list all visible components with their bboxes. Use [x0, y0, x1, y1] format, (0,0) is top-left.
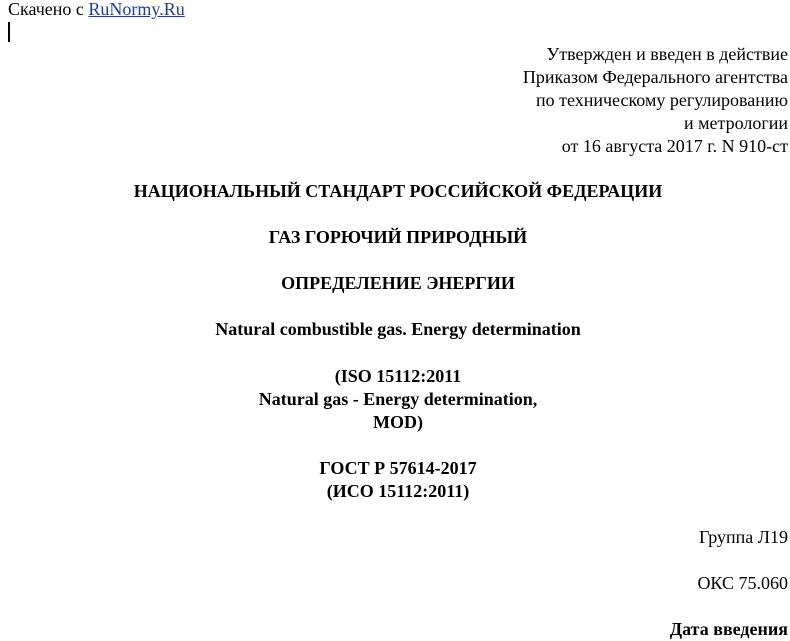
approval-line-3: по техническому регулированию [535, 90, 788, 110]
approval-line-1: Утвержден и введен в действие [546, 44, 788, 64]
iso-reference-line-3: MOD) [373, 412, 423, 432]
oks-code: ОКС 75.060 [697, 573, 788, 593]
english-title: Natural combustible gas. Energy determination [215, 319, 581, 339]
gost-number: ГОСТ Р 57614-2017 [319, 458, 477, 478]
national-standard-title: НАЦИОНАЛЬНЫЙ СТАНДАРТ РОССИЙСКОЙ ФЕДЕРАЦИИ [133, 181, 663, 201]
energy-title: ОПРЕДЕЛЕНИЕ ЭНЕРГИИ [281, 273, 515, 293]
iso-reference-line-1: (ISO 15112:2011 [334, 366, 462, 386]
approval-line-2: Приказом Федерального агентства [522, 67, 788, 87]
source-link[interactable]: RuNormy.Ru [88, 0, 185, 19]
approval-line-5: от 16 августа 2017 г. N 910-ст [561, 136, 788, 156]
source-prefix: Скачено с [8, 0, 84, 19]
text-cursor [8, 22, 10, 42]
group-code: Группа Л19 [699, 527, 788, 547]
gost-iso: (ИСО 15112:2011) [326, 481, 470, 501]
gas-title: ГАЗ ГОРЮЧИЙ ПРИРОДНЫЙ [268, 227, 528, 247]
iso-reference-line-2: Natural gas - Energy determination, [258, 389, 538, 409]
source-line [8, 0, 185, 21]
approval-line-4: и метрологии [684, 113, 788, 133]
introduction-date-label: Дата введения [669, 619, 788, 639]
